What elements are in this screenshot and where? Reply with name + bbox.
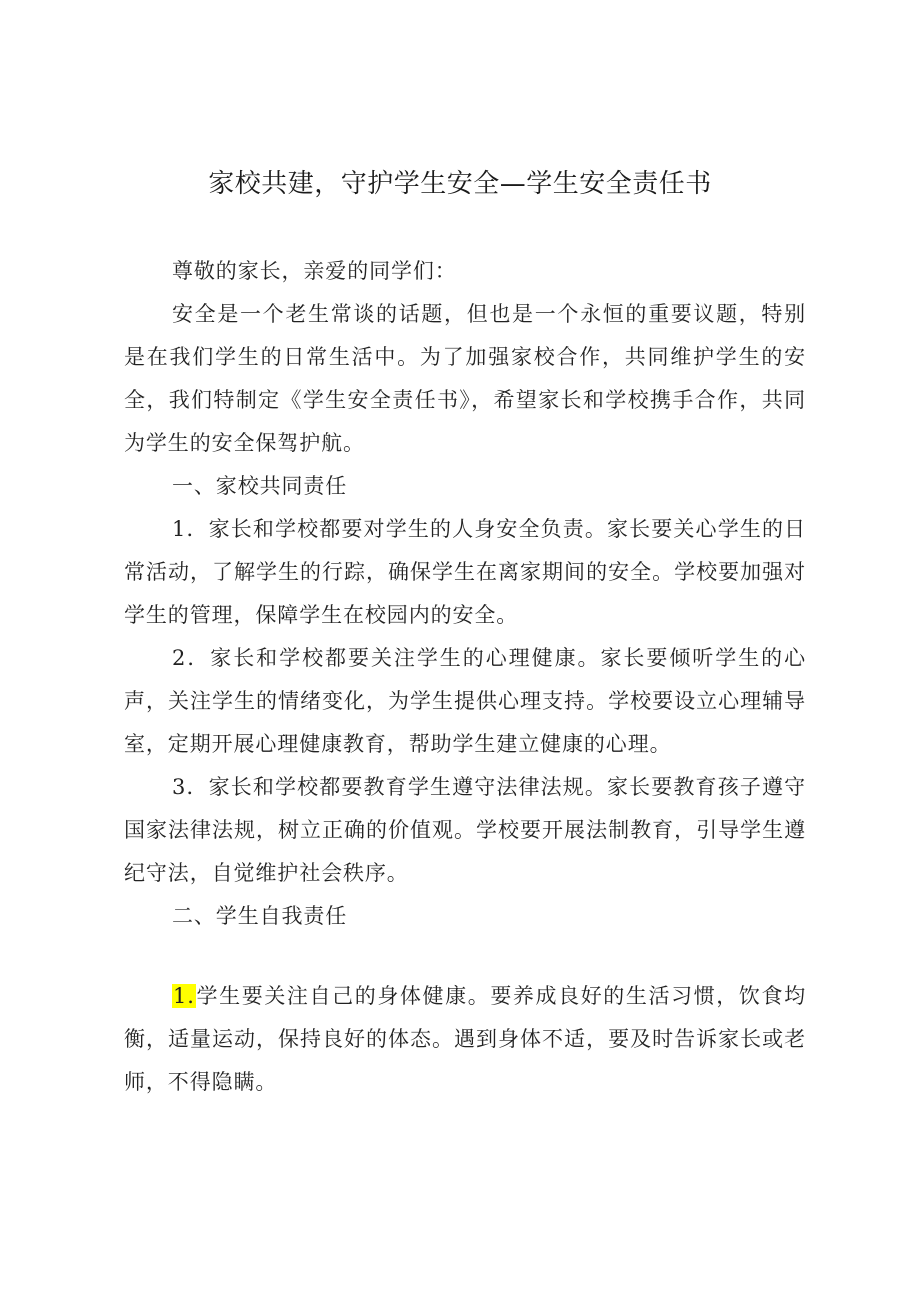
document-title: 家校共建，守护学生安全—学生安全责任书	[208, 169, 712, 199]
student-responsibility-item-1-text: 学生要关注自己的身体健康。要养成良好的生活习惯，饮食均衡，适量运动，保持良好的体态。遇到身体不适，要及时告诉家长或老师，不得隐瞒。	[124, 984, 806, 1094]
shared-responsibility-item-2: 2．家长和学校都要关注学生的心理健康。家长要倾听学生的心声，关注学生的情绪变化，为学生提供心理支持。学校要设立心理辅导室，定期开展心理健康教育，帮助学生建立健康的心理。	[124, 646, 806, 756]
shared-responsibility-item-1: 1．家长和学校都要对学生的人身安全负责。家长要关心学生的日常活动，了解学生的行踪，确保学生在离家期间的安全。学校要加强对学生的管理，保障学生在校园内的安全。	[124, 517, 806, 627]
document-body	[124, 250, 806, 1104]
section-heading-shared-responsibility: 一、家校共同责任	[172, 474, 348, 498]
intro-paragraph: 安全是一个老生常谈的话题，但也是一个永恒的重要议题，特别是在我们学生的日常生活中。为了加强家校合作，共同维护学生的安全，我们特制定《学生安全责任书》，希望家长和学校携手合作，共同为学生的安全保驾护航。	[124, 302, 806, 455]
highlighted-item-number: 1.	[173, 984, 195, 1008]
shared-responsibility-item-3: 3．家长和学校都要教育学生遵守法律法规。家长要教育孩子遵守国家法律法规，树立正确的价值观。学校要开展法制教育，引导学生遵纪守法，自觉维护社会秩序。	[124, 775, 806, 885]
student-responsibility-item-1	[124, 975, 806, 1104]
section-heading-student-responsibility: 二、学生自我责任	[172, 904, 348, 928]
salutation: 尊敬的家长，亲爱的同学们：	[172, 259, 457, 283]
